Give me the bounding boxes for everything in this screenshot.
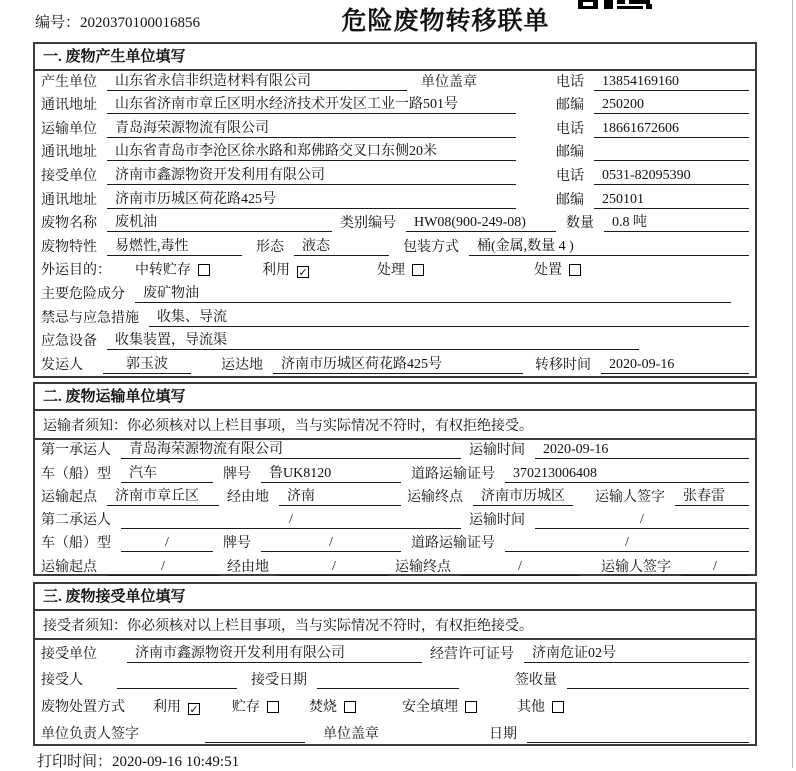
- form-row: [35, 118, 755, 142]
- transporter-phone-label: 电话: [556, 121, 584, 137]
- via-2-value: /: [279, 558, 389, 576]
- receiver-unit-label: 接受单位: [41, 168, 97, 184]
- form-row: [35, 354, 755, 378]
- waste-quantity-label: 数量: [566, 216, 594, 232]
- transporter-postcode-value: [594, 144, 749, 161]
- waste-name-label: 废物名称: [41, 216, 97, 232]
- second-carrier-label: 第二承运人: [41, 513, 111, 529]
- waste-characteristics-value: 易燃性,毒性: [107, 238, 242, 256]
- road-permit-2-value: /: [505, 534, 749, 552]
- purpose-transfer-storage-label: 中转贮存: [135, 263, 191, 279]
- purpose-transfer-storage-checkbox: [135, 262, 210, 279]
- first-carrier-value: 青岛海荣源物流有限公司: [121, 441, 461, 459]
- form-row: [35, 189, 755, 213]
- transporter-notice: 运输者须知：你必须核对以上栏目事项，当与实际情况不符时，有权拒绝接受。: [35, 411, 755, 440]
- receiver-address-label: 通讯地址: [41, 192, 97, 208]
- producer-phone-label: 电话: [556, 74, 584, 90]
- receiver-phone-value: 0531-82095390: [594, 167, 749, 185]
- sign-date-label: 日期: [489, 726, 517, 742]
- license-number-value: 济南危证02号: [524, 645, 749, 663]
- section-title-receiver: 三. 废物接受单位填写: [35, 584, 755, 611]
- transfer-purpose-label: 外运目的：: [41, 263, 111, 279]
- page-title: 危险废物转移联单: [341, 8, 550, 35]
- transport-date-1-label: 运输时间: [469, 443, 525, 459]
- form-row: [35, 533, 755, 556]
- plate-number-1-value: 鲁UK8120: [261, 465, 401, 483]
- disposal-landfill-checkbox: [402, 699, 477, 716]
- section-title-transporter: 二. 废物运输单位填写: [35, 384, 755, 411]
- transporter-phone-value: 18661672606: [594, 120, 749, 138]
- vehicle-type-1-label: 车（船）型: [41, 466, 111, 482]
- road-permit-1-label: 道路运输证号: [411, 466, 495, 482]
- form-row: [35, 667, 755, 694]
- road-permit-2-label: 道路运输证号: [411, 536, 495, 552]
- disposal-other-checkbox: [517, 699, 564, 716]
- waste-characteristics-label: 废物特性: [41, 239, 97, 255]
- road-permit-1-value: 370213006408: [505, 465, 749, 483]
- vehicle-type-1-value: 汽车: [121, 465, 213, 483]
- form-row: [35, 440, 755, 463]
- disposal-incinerate-checkbox: [309, 699, 356, 716]
- endpoint-2-label: 运输终点: [395, 559, 451, 575]
- emergency-measures-label: 禁忌与应急措施: [41, 310, 139, 326]
- transporter-name-value: 青岛海荣源物流有限公司: [107, 120, 516, 138]
- form-row: [35, 283, 755, 307]
- form-row: [35, 260, 755, 284]
- plate-number-2-value: /: [261, 534, 401, 552]
- received-quantity-label: 签收量: [515, 673, 557, 689]
- via-1-label: 经由地: [227, 489, 269, 505]
- empty-checkbox-icon: [552, 701, 564, 713]
- destination-value: 济南市历城区荷花路425号: [273, 356, 523, 374]
- transport-date-2-label: 运输时间: [469, 513, 525, 529]
- origin-2-value: /: [107, 558, 219, 576]
- carrier-signature-1-label: 运输人签字: [595, 489, 665, 505]
- disposal-storage-checkbox: [232, 699, 279, 716]
- producer-name-value: 山东省永信非织造材料有限公司: [107, 73, 407, 91]
- endpoint-1-label: 运输终点: [407, 489, 463, 505]
- disposal-other-label: 其他: [517, 700, 545, 716]
- receiver-person-value: [117, 672, 237, 689]
- transport-date-2-value: /: [535, 511, 749, 529]
- form-row: [35, 720, 755, 747]
- empty-checkbox-icon: [198, 264, 210, 276]
- waste-category-code-label: 类别编号: [340, 216, 396, 232]
- purpose-utilize-label: 利用: [262, 263, 290, 279]
- form-row: [35, 236, 755, 260]
- plate-number-1-label: 牌号: [223, 466, 251, 482]
- section-producer: [33, 42, 757, 378]
- form-row: [35, 510, 755, 533]
- endpoint-1-value: 济南市历城区: [473, 488, 573, 506]
- producer-address-value: 山东省济南市章丘区明水经济技术开发区工业一路501号: [107, 96, 516, 114]
- disposal-incinerate-label: 焚烧: [309, 700, 337, 716]
- form-row: [35, 95, 755, 119]
- form-row: [35, 71, 755, 95]
- form-row: [35, 142, 755, 166]
- via-1-value: 济南: [279, 488, 401, 506]
- transporter-address-value: 山东省青岛市李沧区徐水路和郑佛路交叉口东侧20米: [107, 143, 516, 161]
- endpoint-2-value: /: [461, 558, 579, 576]
- receiver-postcode-label: 邮编: [556, 192, 584, 208]
- section-transporter: [33, 382, 757, 576]
- section-receiver: [33, 582, 757, 746]
- disposal-utilize-checkbox: [153, 699, 200, 716]
- form-row: [35, 640, 755, 667]
- waste-category-code-value: HW08(900-249-08): [406, 214, 556, 232]
- first-carrier-label: 第一承运人: [41, 443, 111, 459]
- receiver-phone-label: 电话: [556, 168, 584, 184]
- receive-date-value: [317, 672, 459, 689]
- origin-1-label: 运输起点: [41, 489, 97, 505]
- manager-signature-value: [205, 726, 305, 743]
- emergency-measures-value: 收集、导流: [149, 309, 749, 327]
- unit-seal-label: 单位盖章: [421, 74, 477, 90]
- purpose-utilize-checkbox: [262, 262, 309, 279]
- received-quantity-value: [567, 672, 749, 689]
- purpose-treat-checkbox: [377, 262, 424, 279]
- checked-checkbox-icon: ✓: [189, 703, 199, 717]
- empty-checkbox-icon: [344, 701, 356, 713]
- empty-checkbox-icon: [569, 264, 581, 276]
- waste-name-value: 废机油: [107, 214, 332, 232]
- packaging-label: 包装方式: [403, 239, 459, 255]
- main-hazard-value: 废矿物油: [135, 285, 731, 303]
- form-row: [35, 165, 755, 189]
- waste-form-value: 液态: [294, 238, 389, 256]
- manager-signature-label: 单位负责人签字: [41, 726, 139, 742]
- consignor-label: 发运人: [41, 357, 83, 373]
- disposal-utilize-label: 利用: [153, 700, 181, 716]
- consignor-value: 郭玉波: [103, 356, 191, 374]
- packaging-value: 桶(金属,数量 4 ): [469, 238, 749, 256]
- form-row: [35, 213, 755, 237]
- print-time-label: 打印时间：: [37, 754, 113, 770]
- purpose-treat-label: 处理: [377, 263, 405, 279]
- waste-quantity-value: 0.8 吨: [604, 214, 749, 232]
- producer-address-label: 通讯地址: [41, 98, 97, 114]
- transfer-date-label: 转移时间: [535, 357, 591, 373]
- form-row: [35, 556, 755, 579]
- receiver-unit-seal-label: 单位盖章: [323, 726, 379, 742]
- form-row: [35, 307, 755, 331]
- carrier-signature-2-label: 运输人签字: [601, 559, 671, 575]
- transporter-postcode-label: 邮编: [556, 145, 584, 161]
- receiver-name-value: 济南市鑫源物资开发利用有限公司: [107, 167, 516, 185]
- empty-checkbox-icon: [412, 264, 424, 276]
- purpose-dispose-label: 处置: [534, 263, 562, 279]
- emergency-equipment-value: 收集装置，导流渠: [107, 332, 639, 350]
- form-row: [35, 331, 755, 355]
- vehicle-type-2-value: /: [121, 534, 213, 552]
- disposal-method-label: 废物处置方式: [41, 700, 125, 716]
- producer-phone-value: 13854169160: [594, 73, 749, 91]
- receiver-address-value: 济南市历城区荷花路425号: [107, 191, 516, 209]
- doc-number-label: 编号：: [35, 15, 81, 31]
- qr-code-fragment: [578, 0, 653, 9]
- vehicle-type-2-label: 车（船）型: [41, 536, 111, 552]
- sign-date-value: [527, 726, 749, 743]
- form-row: [35, 487, 755, 510]
- origin-2-label: 运输起点: [41, 559, 97, 575]
- receiver-notice: 接受者须知：你必须核对以上栏目事项，当与实际情况不符时，有权拒绝接受。: [35, 611, 755, 640]
- transfer-date-value: 2020-09-16: [601, 356, 749, 374]
- carrier-signature-1-value: 张春雷: [675, 488, 749, 506]
- section-title-producer: 一. 废物产生单位填写: [35, 44, 755, 71]
- producer-unit-label: 产生单位: [41, 74, 97, 90]
- receiving-unit-value: 济南市鑫源物资开发利用有限公司: [127, 645, 422, 663]
- emergency-equipment-label: 应急设备: [41, 334, 97, 350]
- producer-postcode-label: 邮编: [556, 98, 584, 114]
- receiver-person-label: 接受人: [41, 673, 83, 689]
- license-number-label: 经营许可证号: [430, 646, 514, 662]
- doc-number-value: 2020370100016856: [80, 15, 201, 31]
- transporter-unit-label: 运输单位: [41, 121, 97, 137]
- form-row: [35, 693, 755, 720]
- via-2-label: 经由地: [227, 559, 269, 575]
- empty-checkbox-icon: [267, 701, 279, 713]
- second-carrier-value: /: [121, 511, 461, 529]
- receive-date-label: 接受日期: [251, 673, 307, 689]
- empty-checkbox-icon: [465, 701, 477, 713]
- purpose-dispose-checkbox: [534, 262, 581, 279]
- form-row: [35, 463, 755, 486]
- receiver-postcode-value: 250101: [594, 191, 749, 209]
- page-edge-line: [792, 0, 793, 768]
- carrier-signature-2-value: /: [681, 558, 749, 576]
- receiving-unit-label: 接受单位: [41, 646, 97, 662]
- producer-postcode-value: 250200: [594, 96, 749, 114]
- transporter-address-label: 通讯地址: [41, 145, 97, 161]
- plate-number-2-label: 牌号: [223, 536, 251, 552]
- main-hazard-label: 主要危险成分: [41, 286, 125, 302]
- checked-checkbox-icon: ✓: [298, 266, 308, 280]
- destination-label: 运达地: [221, 357, 263, 373]
- origin-1-value: 济南市章丘区: [107, 488, 219, 506]
- disposal-landfill-label: 安全填埋: [402, 700, 458, 716]
- disposal-storage-label: 贮存: [232, 700, 260, 716]
- waste-form-label: 形态: [256, 239, 284, 255]
- transport-date-1-value: 2020-09-16: [535, 441, 749, 459]
- print-time-value: 2020-09-16 10:49:51: [112, 754, 240, 770]
